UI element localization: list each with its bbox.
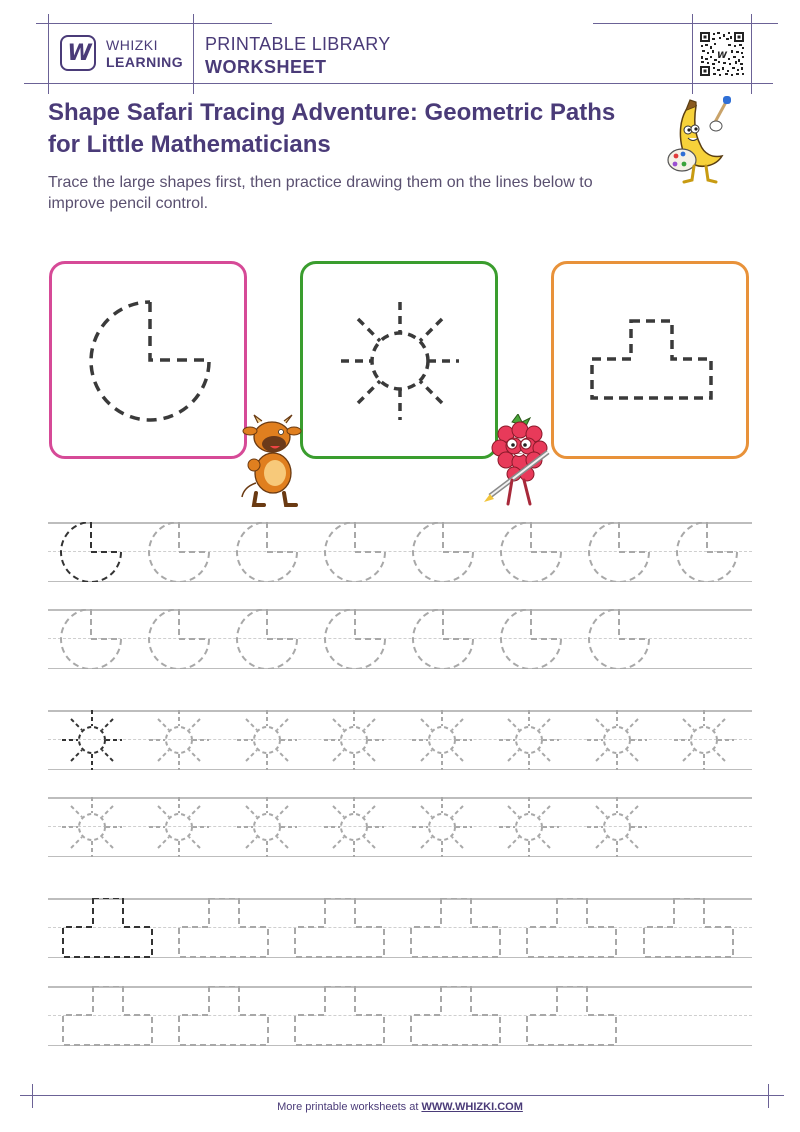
banana-painter-mascot-icon	[664, 94, 742, 184]
shape-card-t-block	[551, 261, 749, 459]
header-rule-vert-3	[692, 14, 693, 94]
practice-row-2	[48, 609, 752, 669]
footer	[0, 1101, 800, 1113]
t-block-tracing-row[interactable]	[48, 986, 752, 1046]
worksheet-title: Shape Safari Tracing Adventure: Geometric Paths for Little Mathematicians	[48, 99, 616, 158]
shape-card-sun	[300, 261, 498, 459]
header-rule-vert-2	[193, 14, 194, 94]
practice-row-5	[48, 898, 752, 958]
library-label: PRINTABLE LIBRARY	[205, 34, 391, 54]
practice-row-1	[48, 522, 752, 582]
three-quarter-circle-tracing-row[interactable]	[48, 522, 752, 582]
header-rule-vert-4	[751, 14, 752, 94]
bull-mascot-icon	[240, 413, 308, 509]
header-rule-bottom-left	[24, 83, 204, 84]
sun-tracing-row[interactable]	[48, 710, 752, 770]
raspberry-mascot-icon	[484, 414, 554, 510]
header-rule-bottom	[193, 83, 773, 84]
sun-icon	[303, 264, 495, 456]
whizki-logo	[60, 35, 96, 71]
worksheet-label: WORKSHEET	[205, 57, 327, 77]
practice-row-6	[48, 986, 752, 1046]
t-block-tracing-row[interactable]	[48, 898, 752, 958]
svg-text:W: W	[717, 51, 727, 61]
footer-website-link[interactable]: WWW.WHIZKI.COM	[421, 1101, 523, 1113]
sun-tracing-row[interactable]	[48, 797, 752, 857]
logo-letter: W	[67, 40, 89, 66]
footer-text: More printable worksheets at	[277, 1101, 422, 1113]
t-block-icon	[554, 264, 746, 456]
brand-subtitle: LEARNING	[106, 54, 184, 70]
shape-card-three-quarter-circle	[49, 261, 247, 459]
worksheet-instructions: Trace the large shapes first, then practice drawing them on the lines below to improve pencil control.	[48, 174, 593, 212]
qr-code-icon	[699, 31, 745, 77]
practice-row-4	[48, 797, 752, 857]
header-rule-top-left	[36, 23, 272, 24]
three-quarter-circle-icon	[52, 264, 244, 456]
header-rule-vert-1	[48, 14, 49, 94]
footer-rule	[20, 1095, 784, 1096]
brand-name: WHIZKI	[106, 37, 158, 53]
practice-row-3	[48, 710, 752, 770]
three-quarter-circle-tracing-row[interactable]	[48, 609, 752, 669]
